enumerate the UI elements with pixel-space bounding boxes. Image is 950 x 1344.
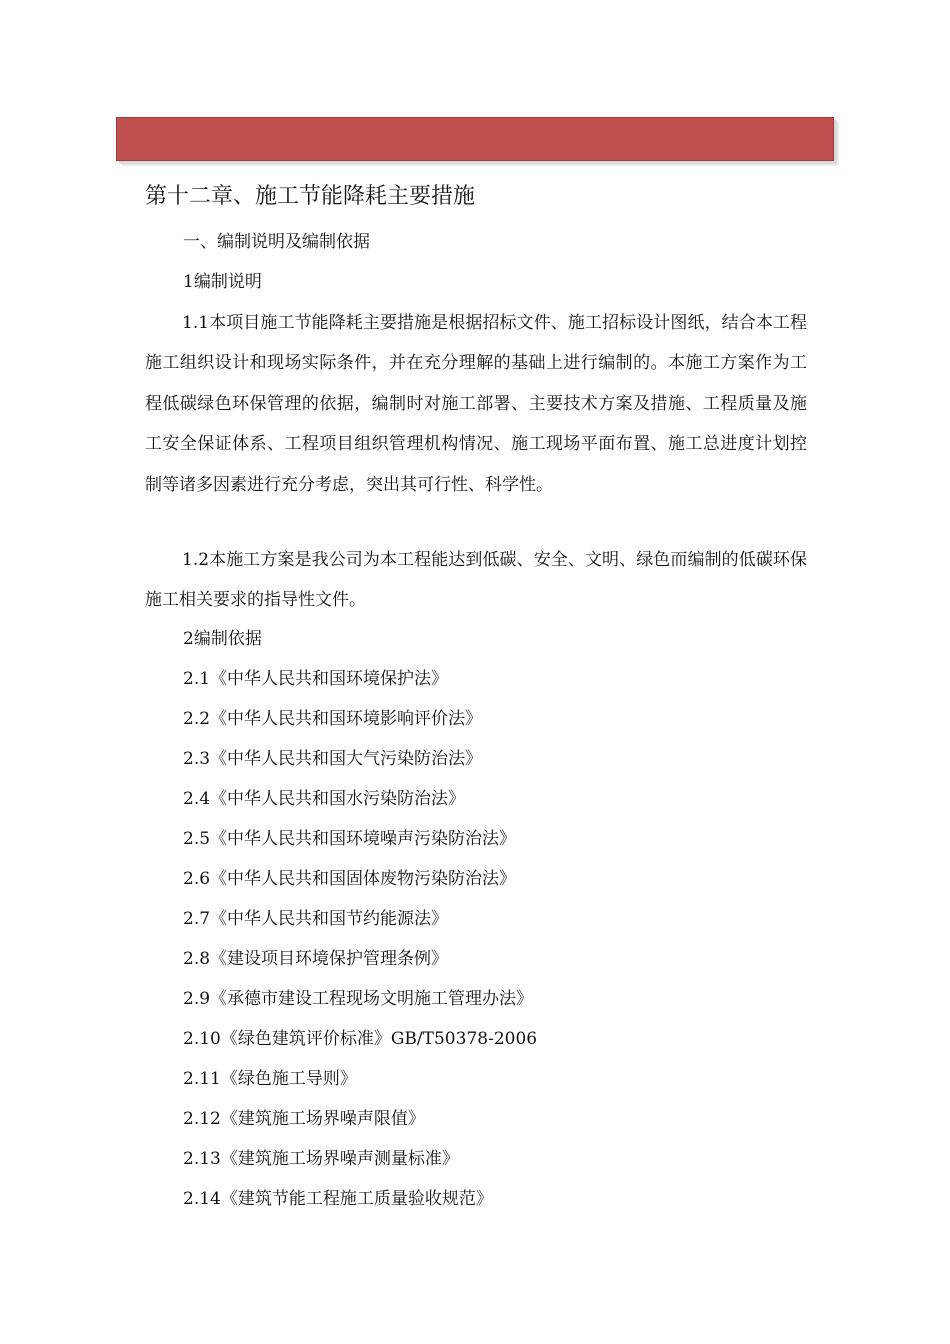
- list-item: 2.4《中华人民共和国水污染防治法》: [183, 789, 466, 809]
- list-item: 2.7《中华人民共和国节约能源法》: [183, 909, 449, 929]
- list-item: 2.11《绿色施工导则》: [183, 1069, 357, 1089]
- list-item: 2.6《中华人民共和国固体废物污染防治法》: [183, 869, 517, 889]
- header-banner: [116, 117, 834, 161]
- list-item: 2.1《中华人民共和国环境保护法》: [183, 669, 449, 689]
- subsection-heading: 2编制依据: [183, 629, 262, 649]
- paragraph: 1.2本施工方案是我公司为本工程能达到低碳、安全、文明、绿色而编制的低碳环保施工相关要求的指导性文件。: [145, 550, 807, 611]
- list-item: 2.8《建设项目环境保护管理条例》: [183, 949, 449, 969]
- list-item: 2.2《中华人民共和国环境影响评价法》: [183, 709, 483, 729]
- section-heading: 一、编制说明及编制依据: [183, 232, 370, 252]
- list-item: 2.14《建筑节能工程施工质量验收规范》: [183, 1189, 493, 1209]
- chapter-title: 第十二章、施工节能降耗主要措施: [145, 184, 476, 209]
- list-item: 2.3《中华人民共和国大气污染防治法》: [183, 749, 483, 769]
- list-item: 2.12《建筑施工场界噪声限值》: [183, 1109, 425, 1129]
- list-item: 2.13《建筑施工场界噪声测量标准》: [183, 1149, 459, 1169]
- list-item: 2.10《绿色建筑评价标准》GB/T50378-2006: [183, 1029, 538, 1049]
- subsection-heading: 1编制说明: [183, 272, 262, 292]
- paragraph: 1.1本项目施工节能降耗主要措施是根据招标文件、施工招标设计图纸，结合本工程施工组织设计和现场实际条件，并在充分理解的基础上进行编制的。本施工方案作为工程低碳绿色环保管理的依据，编制时对施工部署、主要技术方案及措施、工程质量及施工安全保证体系、工程项目组织管理机构情况、施工现场平面布置、施工总进度计划控制等诸多因素进行充分考虑，突出其可行性、科学性。: [145, 313, 807, 495]
- list-item: 2.5《中华人民共和国环境噪声污染防治法》: [183, 829, 517, 849]
- list-item: 2.9《承德市建设工程现场文明施工管理办法》: [183, 989, 534, 1009]
